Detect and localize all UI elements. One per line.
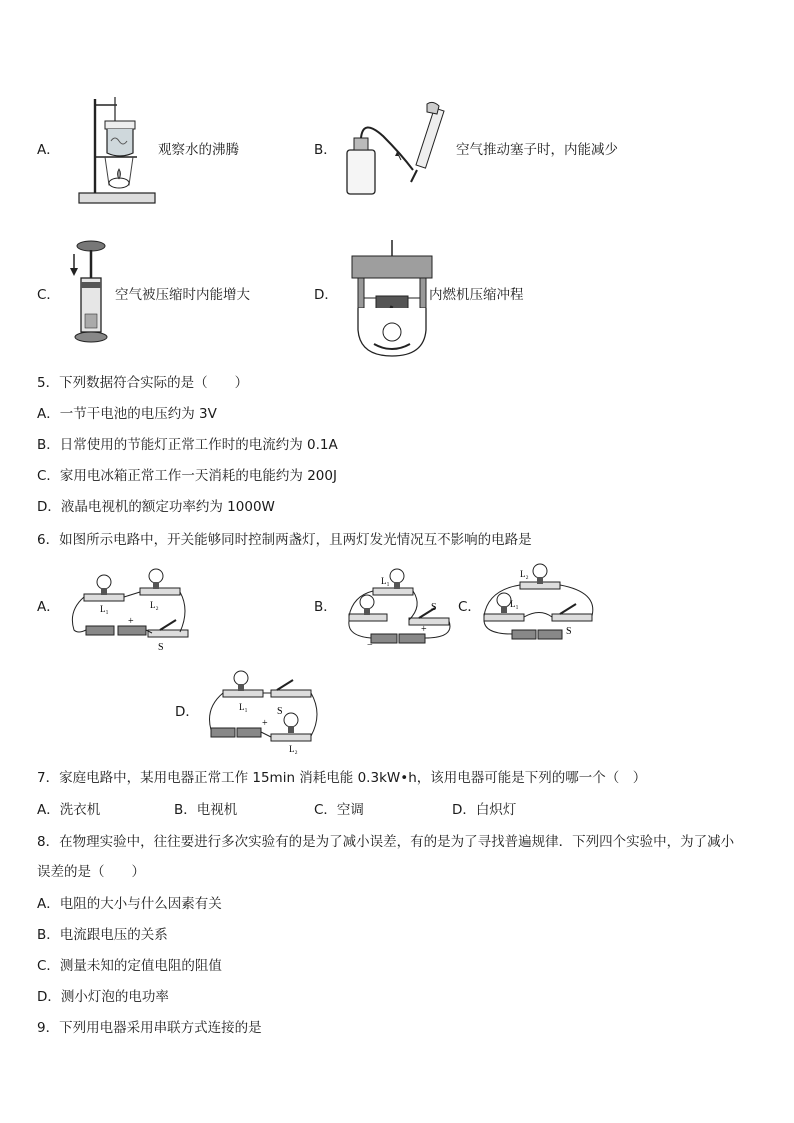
q6-stem: 6．如图所示电路中，开关能够同时控制两盏灯，且两灯发光情况互不影响的电路是 — [37, 532, 532, 548]
bottle-pump-apparatus-icon — [343, 100, 448, 201]
circuit-diagram-a-icon — [68, 566, 193, 662]
q4-option-d-letter: D． — [314, 287, 338, 303]
plus-label: + — [421, 624, 427, 635]
lamp-l1-label: L₁ — [100, 604, 109, 614]
lamp-l2-label: L₂ — [289, 744, 298, 754]
q6-option-d-letter: D． — [175, 704, 199, 720]
q4-option-c-letter: C． — [37, 287, 60, 303]
q7-stem: 7．家庭电路中，某用电器正常工作 15min 消耗电能 0.3kW•h，该用电器可能是下列的哪一个（ ） — [37, 770, 647, 786]
q4-option-c-text: 空气被压缩时内能增大 — [115, 287, 250, 303]
q6-option-b-letter: B． — [314, 599, 337, 615]
q7-option-d: D．白炽灯 — [452, 802, 517, 818]
q5-option-c: C．家用电冰箱正常工作一天消耗的电能约为 200J — [37, 468, 337, 484]
switch-s-label: S — [158, 642, 164, 653]
switch-s-label: S — [431, 602, 437, 613]
lamp-l1-label: L₁ — [510, 599, 519, 609]
q4-option-d-text: 内燃机压缩冲程 — [429, 287, 524, 303]
q4-option-a-text: 观察水的沸腾 — [158, 142, 239, 158]
circuit-diagram-d-icon — [205, 668, 323, 764]
q5-option-b: B．日常使用的节能灯正常工作时的电流约为 0.1A — [37, 437, 338, 453]
q4-option-a-letter: A． — [37, 142, 60, 158]
q5-option-d: D．液晶电视机的额定功率约为 1000W — [37, 499, 275, 515]
plus-label: + — [128, 616, 134, 627]
q5-option-a: A．一节干电池的电压约为 3V — [37, 406, 217, 422]
circuit-diagram-b-icon — [343, 566, 455, 656]
q6-option-c-letter: C． — [458, 599, 481, 615]
lamp-l2-label: L₂ — [520, 569, 529, 579]
q7-option-c: C．空调 — [314, 802, 364, 818]
q7-option-a: A．洗衣机 — [37, 802, 101, 818]
q4-option-b-text: 空气推动塞子时，内能减少 — [456, 142, 618, 158]
q4-option-b-letter: B． — [314, 142, 337, 158]
q8-option-b: B．电流跟电压的关系 — [37, 927, 168, 943]
q8-stem-line1: 8．在物理实验中，往往要进行多次实验有的是为了减小误差，有的是为了寻找普遍规律．下列四个实验中，为了减小 — [37, 834, 735, 850]
plus-label: + — [262, 718, 268, 729]
q8-option-a: A．电阻的大小与什么因素有关 — [37, 896, 222, 912]
q5-stem: 5．下列数据符合实际的是（ ） — [37, 375, 249, 391]
q9-stem: 9．下列用电器采用串联方式连接的是 — [37, 1020, 262, 1036]
q8-stem-line2: 误差的是（ ） — [37, 864, 145, 880]
q8-option-c: C．测量未知的定值电阻的阻值 — [37, 958, 222, 974]
q6-option-a-letter: A． — [37, 599, 60, 615]
circuit-diagram-c-icon — [480, 562, 600, 652]
lamp-l1-label: L₁ — [239, 702, 248, 712]
boiling-water-apparatus-icon — [75, 93, 160, 215]
lamp-l2-label: L₂ — [150, 600, 159, 610]
switch-s-label: S — [566, 626, 572, 637]
q8-option-d: D．测小灯泡的电功率 — [37, 989, 169, 1005]
switch-s-label: S — [277, 706, 283, 717]
engine-compression-stroke-icon — [348, 240, 436, 362]
minus-label: − — [367, 640, 373, 651]
lamp-l1-label: L₁ — [381, 576, 390, 586]
air-compression-cylinder-icon — [64, 236, 114, 350]
q7-option-b: B．电视机 — [174, 802, 238, 818]
